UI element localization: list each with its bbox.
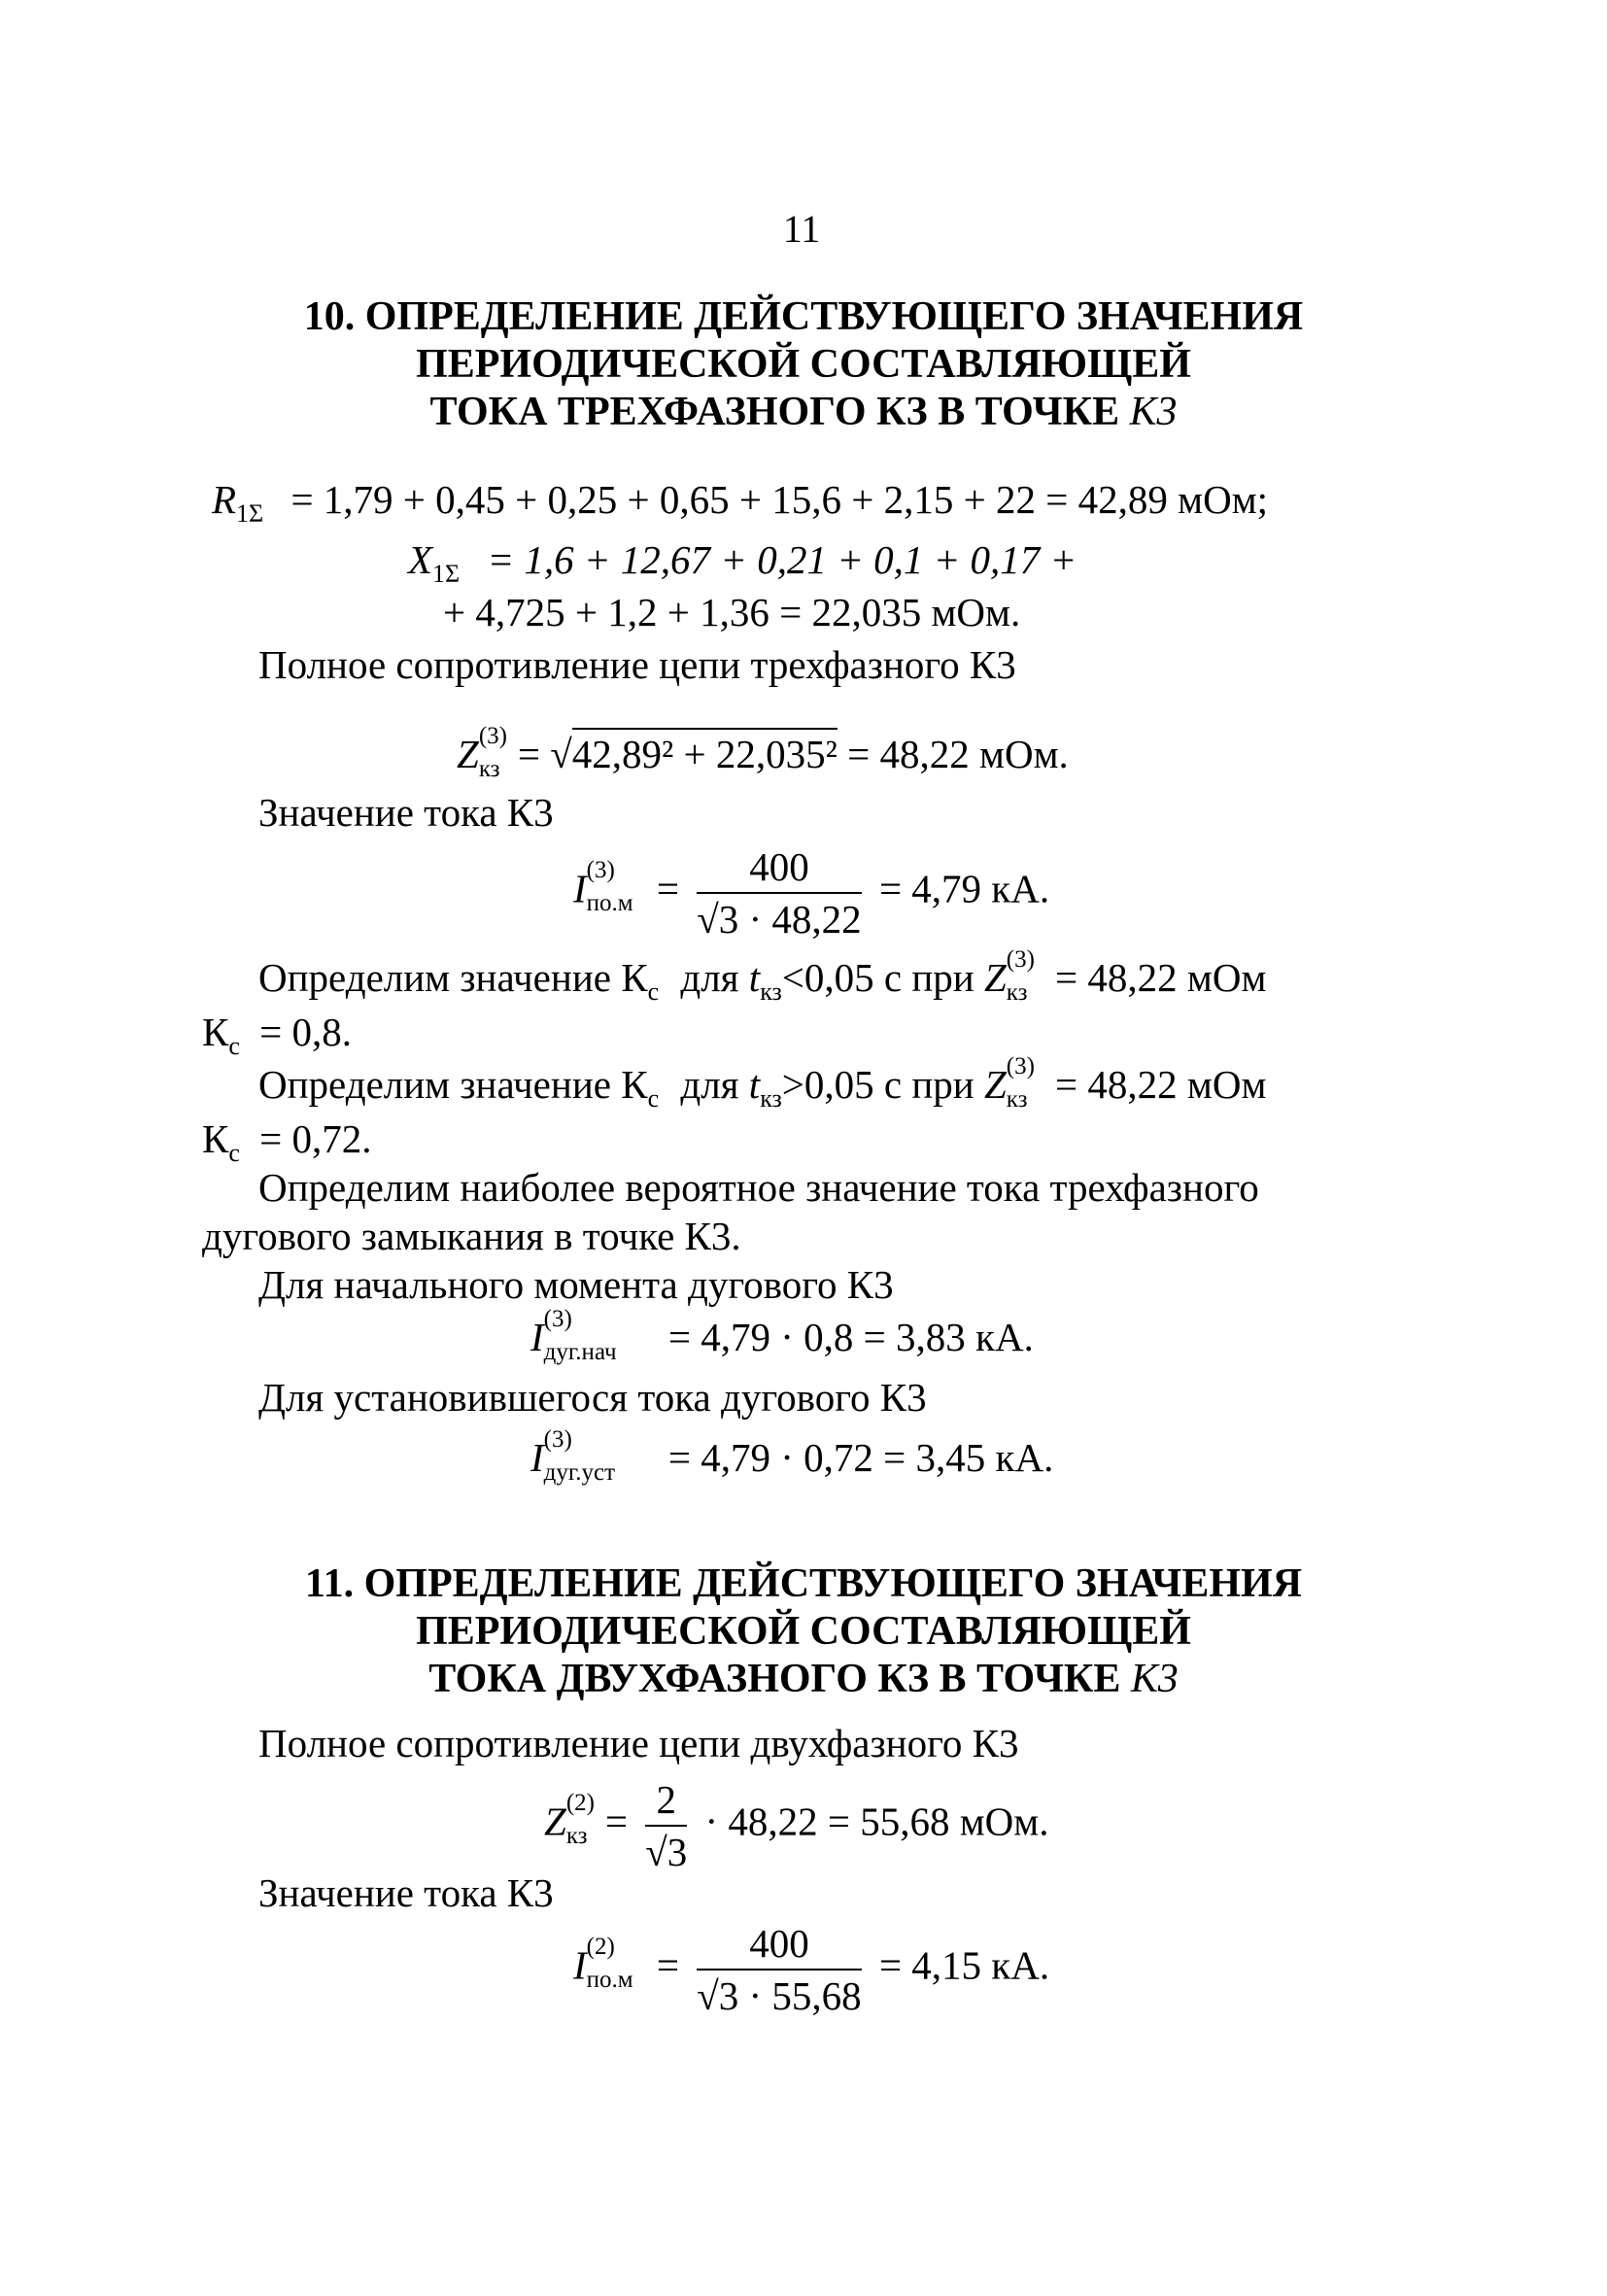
section-11-title-line-2: ПЕРИОДИЧЕСКОЙ СОСТАВЛЯЮЩЕЙ	[416, 1609, 1191, 1654]
formula-z2: Z (2) кз = $\frac{2}{√3}$ · 48,22 = 55,68 мОм.	[544, 1777, 1049, 1874]
kc-value-2: $К_с = 0,72$.	[202, 1116, 372, 1168]
formula-i2: I (2) по.м = $\frac{400}{√3 \cdot 55,68}$ = 4,15 кА.	[573, 1921, 1050, 2018]
formula-x-sum-line-2: + 4,725 + 1,2 + 1,36 = 22,035 мОм.	[443, 590, 1021, 634]
current-2ph-label: Значение тока К3	[258, 1870, 554, 1915]
formula-i-arc-steady: I (3) дуг.уст = 4,79 · 0,72 = 3,45 кА.	[530, 1426, 1054, 1486]
section-11-title-line-3: ТОКА ДВУХФАЗНОГО КЗ В ТОЧКЕ К3	[428, 1657, 1179, 1701]
section-11-title-line-1: 11. ОПРЕДЕЛЕНИЕ ДЕЙСТВУЮЩЕГО ЗНАЧЕНИЯ	[304, 1561, 1303, 1606]
section-10-heading	[194, 293, 1413, 436]
formula-x-sum-line-1: $X_{1\Sigma} = 1,6 + 12,67 + 0,21 + 0,1 + 0,17$ +	[408, 537, 1077, 589]
section-10-title-point: К3	[1129, 390, 1178, 434]
arc-current-text-line-1: Определим наиболее вероятное значение тока трехфазного	[258, 1165, 1259, 1210]
initial-arc-label: Для начального момента дугового К3	[258, 1262, 894, 1307]
kc-determination-1: Определим значение $К_с$ для $t_{кз}<0,05$ с при Z (3) кз = 48,22 мОм	[258, 946, 1267, 1007]
formula-i-arc-initial: I (3) дуг.нач = 4,79 · 0,8 = 3,83 кА.	[530, 1306, 1034, 1365]
steady-arc-label: Для установившегося тока дугового К3	[258, 1375, 927, 1420]
current-3ph-label: Значение тока К3	[258, 790, 554, 835]
kc-value-1: $К_с = 0,8$.	[202, 1010, 353, 1061]
section-11-title-point: К3	[1130, 1657, 1179, 1701]
section-10-title-line-1: 10. ОПРЕДЕЛЕНИЕ ДЕЙСТВУЮЩЕГО ЗНАЧЕНИЯ	[303, 294, 1304, 339]
page-number: 11	[782, 207, 821, 251]
formula-i3: I (3) по.м = $\frac{400}{√3 \cdot 48,22}$ = 4,79 кА.	[573, 844, 1050, 942]
section-11-heading	[194, 1560, 1413, 1703]
formula-z3: Z (3) кз = √42,89² + 22,035² = 48,22 мОм.	[457, 723, 1069, 782]
kc-determination-2: Определим значение $К_с$ для $t_{кз}>0,05$ с при Z (3) кз = 48,22 мОм	[258, 1053, 1267, 1114]
arc-current-text-line-2: дугового замыкания в точке К3.	[202, 1214, 741, 1258]
section-10-title-line-3: ТОКА ТРЕХФАЗНОГО КЗ В ТОЧКЕ К3	[429, 390, 1178, 434]
formula-r-sum: $R_{1\Sigma} = 1,79 + 0,45 + 0,25 + 0,65 + 15,6 + 2,15 + 22 = 42,89$ мОм;	[212, 477, 1269, 529]
section-10-title-line-2: ПЕРИОДИЧЕСКОЙ СОСТАВЛЯЮЩЕЙ	[416, 342, 1191, 387]
impedance-3ph-label: Полное сопротивление цепи трехфазного К3	[258, 642, 1016, 687]
impedance-2ph-label: Полное сопротивление цепи двухфазного К3	[258, 1721, 1019, 1765]
